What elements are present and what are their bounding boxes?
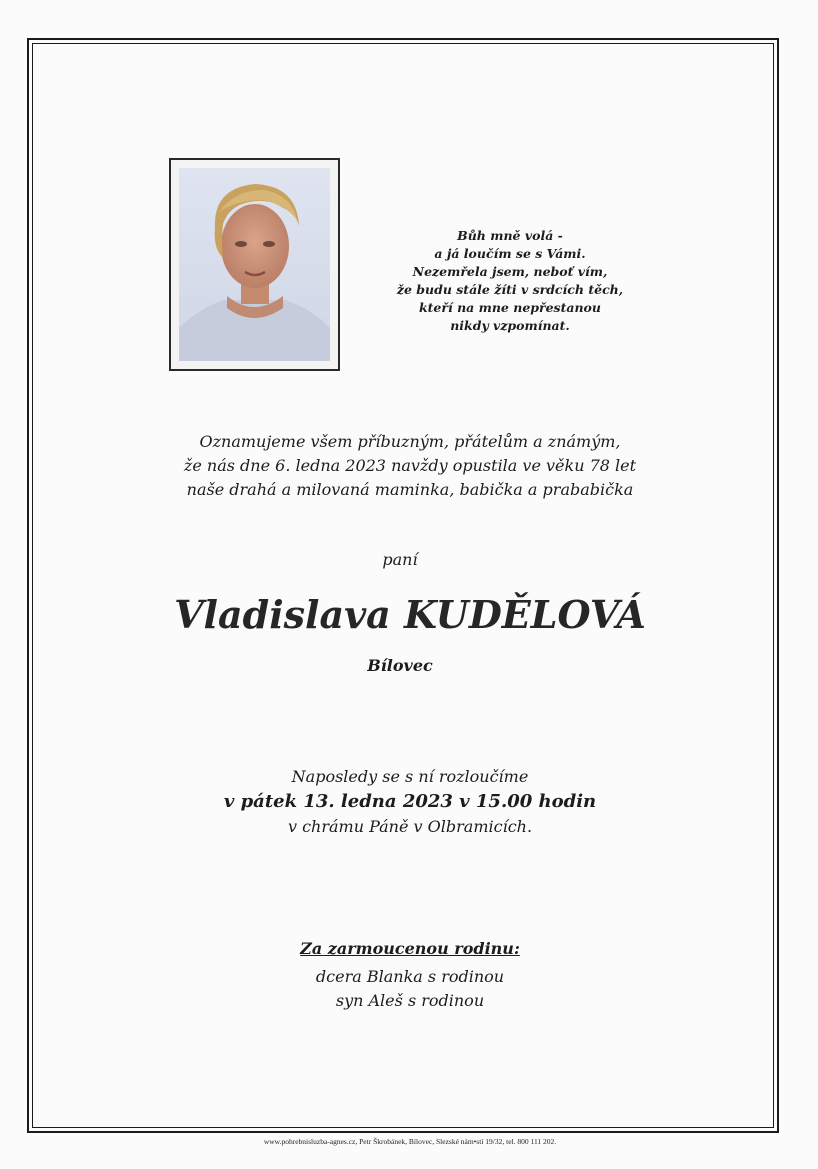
poem-line: že budu stále žíti v srdcích těch, (396, 282, 624, 297)
family-member: dcera Blanka s rodinou (315, 967, 505, 986)
announcement-line: že nás dne 6. ledna 2023 navždy opustila ve věku 78 let (183, 456, 637, 475)
farewell-date-time: v pátek 13. ledna 2023 v 15.00 hodin (223, 791, 597, 812)
announcement-line: naše drahá a milovaná maminka, babička a prababička (186, 480, 634, 499)
farewell-info (60, 765, 760, 839)
announcement-line: Oznamujeme všem příbuzným, přátelům a známým, (199, 432, 621, 451)
memorial-poem (360, 227, 660, 335)
death-announcement (60, 430, 760, 502)
deceased-name: Vladislava KUDĚLOVÁ (174, 592, 646, 637)
farewell-place: v chrámu Páně v Olbramicích. (287, 817, 533, 836)
portrait-image (179, 168, 330, 361)
farewell-intro: Naposledy se s ní rozloučíme (291, 767, 529, 786)
family-member: syn Aleš s rodinou (335, 991, 485, 1010)
portrait-photo (169, 158, 340, 371)
family-heading: Za zarmoucenou rodinu: (300, 939, 520, 958)
funeral-service-footer: www.pohrebnisluzba-agnes.cz, Petr Škrobánek, Bílovec, Slezské nám•stí 19/32, tel. 800 111 202. (263, 1137, 557, 1146)
poem-line: Nezemřela jsem, neboť vím, (412, 264, 608, 279)
poem-line: a já loučím se s Vámi. (434, 246, 586, 261)
deceased-town: Bílovec (367, 656, 433, 675)
poem-line: Bůh mně volá - (457, 228, 563, 243)
poem-line: kteří na mne nepřestanou (419, 300, 601, 315)
deceased-title: paní (382, 550, 418, 569)
poem-line: nikdy vzpomínat. (450, 318, 570, 333)
family-signature (60, 937, 760, 1013)
